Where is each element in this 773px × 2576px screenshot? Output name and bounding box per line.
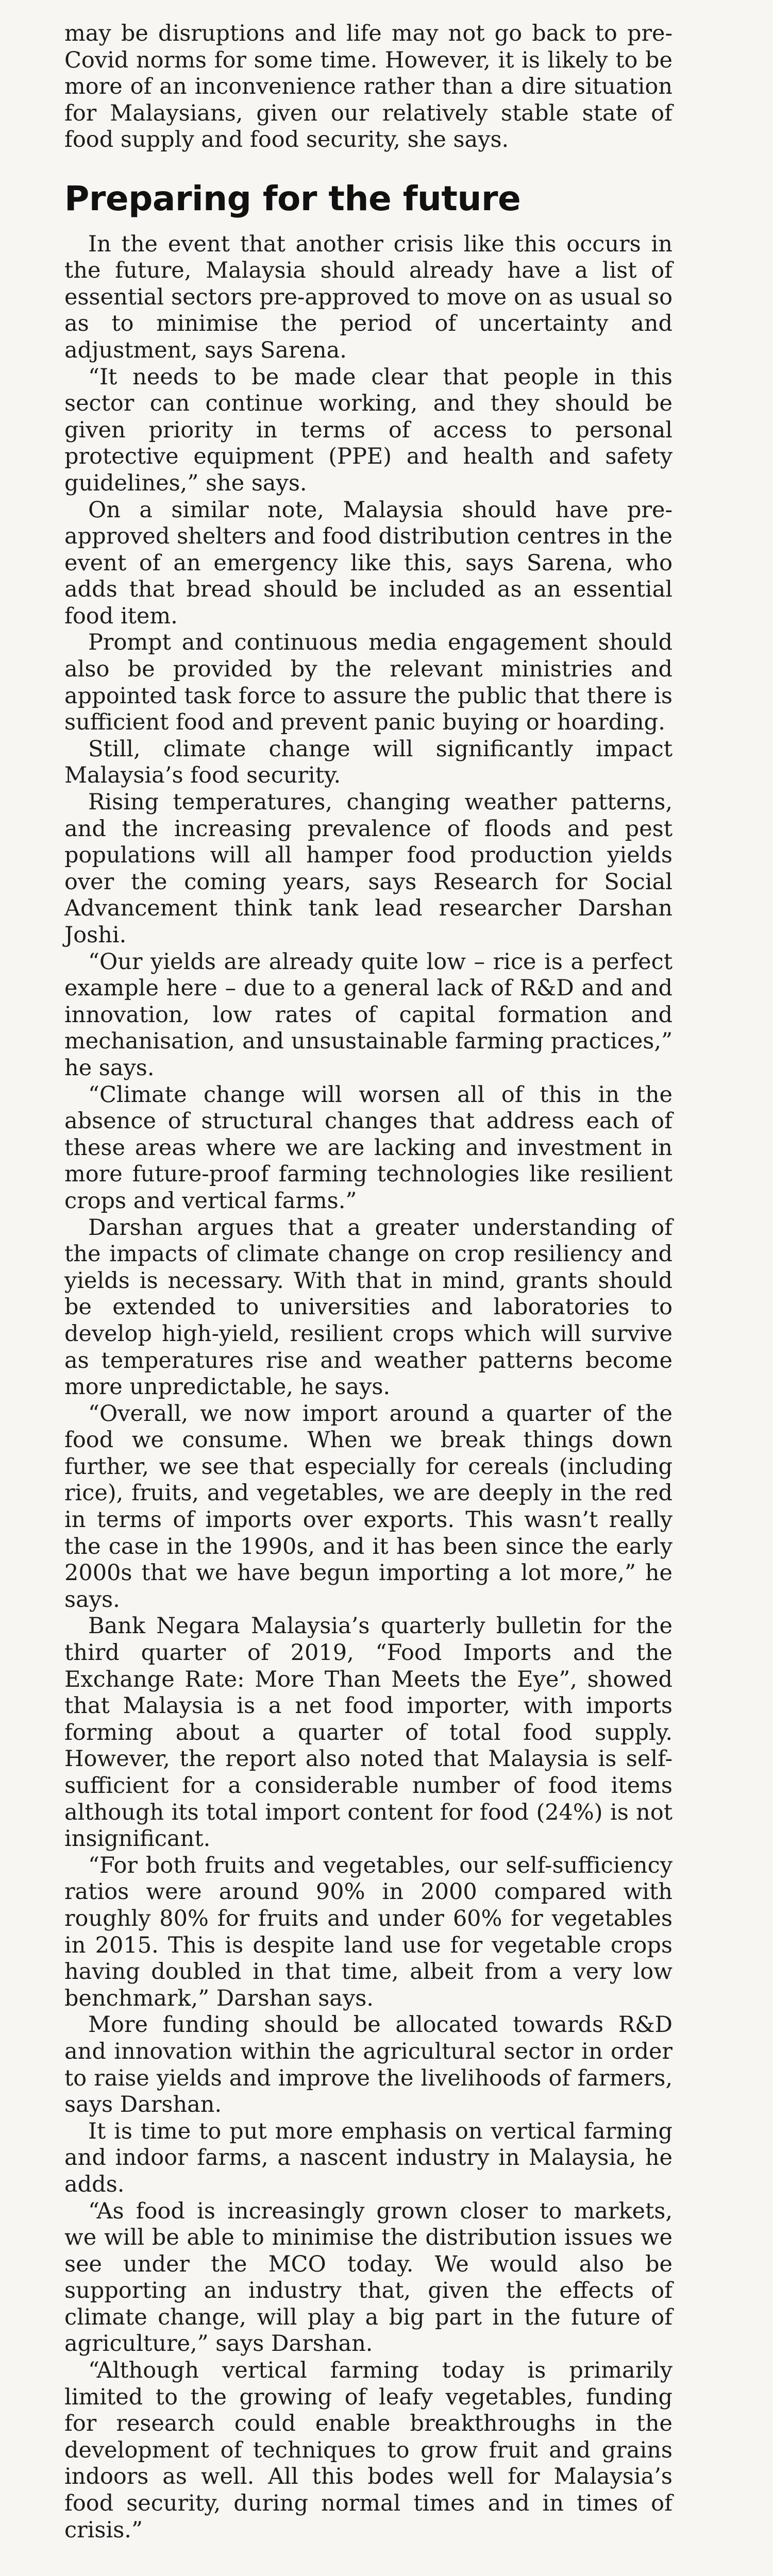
- paragraph: Darshan argues that a greater understanding of the impacts of climate change on crop resiliency and yields is necessary. With that in mind, grants should be extended to universities and laboratories to develop high-yield, resilient crops which will survive as temperatures rise and weather patterns become more unpredictable, he says.: [64, 1214, 673, 1400]
- paragraph: On a similar note, Malaysia should have pre-approved shelters and food distribution centres in the event of an emergency like this, says Sarena, who adds that bread should be included as an essential food item.: [64, 497, 673, 629]
- paragraph: “Our yields are already quite low – rice is a perfect example here – due to a general lack of R&D and and innovation, low rates of capital formation and mechanisation, and unsustainable farming practices,” he says.: [64, 948, 673, 1081]
- section-heading: Preparing for the future: [64, 178, 521, 218]
- paragraph: “As food is increasingly grown closer to markets, we will be able to minimise the distribution issues we see under the MCO today. We would also be supporting an industry that, given the effects of climate change, will play a big part in the future of agriculture,” says Darshan.: [64, 2198, 673, 2357]
- paragraph: More funding should be allocated towards R&D and innovation within the agricultural sector in order to raise yields and improve the livelihoods of farmers, says Darshan.: [64, 2012, 673, 2118]
- paragraph: It is time to put more emphasis on vertical farming and indoor farms, a nascent industry in Malaysia, he adds.: [64, 2118, 673, 2197]
- paragraph: “Overall, we now import around a quarter of the food we consume. When we break things down further, we see that especially for cereals (including rice), fruits, and vegetables, we are deeply in the red in terms of imports over exports. This wasn’t really the case in the 1990s, and it has been since the early 2000s that we have begun importing a lot more,” he says.: [64, 1400, 673, 1613]
- article-body: [64, 21, 673, 2544]
- paragraph: “Although vertical farming today is primarily limited to the growing of leafy vegetables, funding for research could enable breakthroughs in the development of techniques to grow fruit and grains indoors as well. All this bodes well for Malaysia’s food security, during normal times and in times of crisis.”: [64, 2358, 673, 2543]
- paragraph: “Climate change will worsen all of this in the absence of structural changes that address each of these areas where we are lacking and investment in more future-proof farming technologies like resilient crops and vertical farms.”: [64, 1081, 673, 1214]
- paragraph: “It needs to be made clear that people in this sector can continue working, and they should be given priority in terms of access to personal protective equipment (PPE) and health and safety guidelines,” she says.: [64, 364, 673, 496]
- paragraph: “For both fruits and vegetables, our self-sufficiency ratios were around 90% in 2000 compared with roughly 80% for fruits and under 60% for vegetables in 2015. This is despite land use for vegetable crops having doubled in that time, albeit from a very low benchmark,” Darshan says.: [64, 1852, 673, 2011]
- paragraph: In the event that another crisis like this occurs in the future, Malaysia should already have a list of essential sectors pre-approved to move on as usual so as to minimise the period of uncertainty and adjustment, says Sarena.: [64, 231, 673, 363]
- paragraph: Prompt and continuous media engagement should also be provided by the relevant ministries and appointed task force to assure the public that there is sufficient food and prevent panic buying or hoarding.: [64, 630, 673, 736]
- paragraph: Rising temperatures, changing weather patterns, and the increasing prevalence of floods and pest populations will all hamper food production yields over the coming years, says Research for Social Advancement think tank lead researcher Darshan Joshi.: [64, 789, 673, 948]
- paragraph: Still, climate change will significantly impact Malaysia’s food security.: [64, 736, 673, 789]
- intro-paragraph: may be disruptions and life may not go back to pre-Covid norms for some time. However, it is likely to be more of an inconvenience rather than a dire situation for Malaysians, given our relatively stable state of food supply and food security, she says.: [64, 21, 673, 153]
- paragraph: Bank Negara Malaysia’s quarterly bulletin for the third quarter of 2019, “Food Imports and the Exchange Rate: More Than Meets the Eye”, showed that Malaysia is a net food importer, with imports forming about a quarter of total food supply. However, the report also noted that Malaysia is self-sufficient for a considerable number of food items although its total import content for food (24%) is not insignificant.: [64, 1613, 673, 1852]
